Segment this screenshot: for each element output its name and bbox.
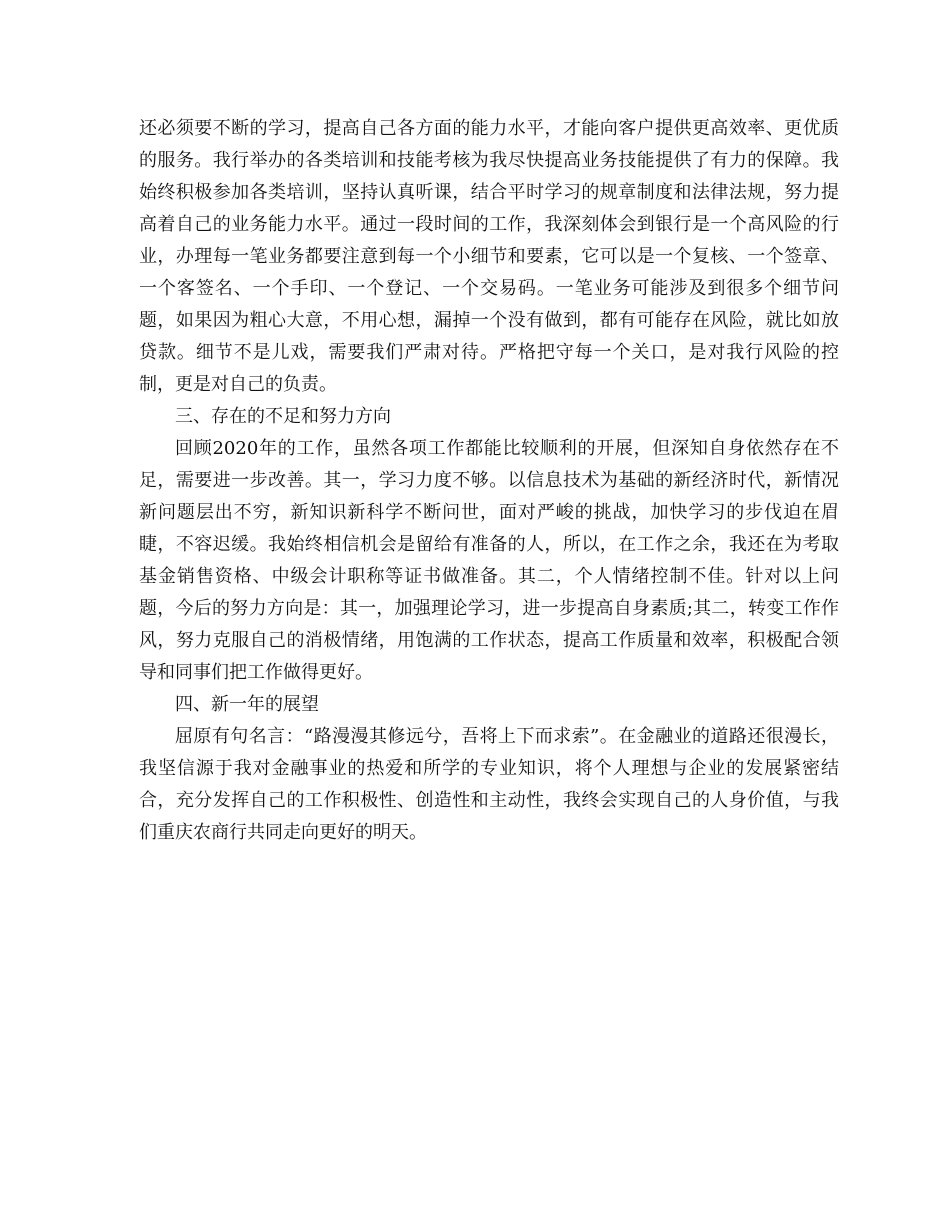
paragraph-continued-learning: 还必须要不断的学习，提高自己各方面的能力水平，才能向客户提供更高效率、更优质的服务。我行举办的各类培训和技能考核为我尽快提高业务技能提供了有力的保障。我始终积极参加各类培训，坚持认真听课，结合平时学习的规章制度和法律法规，努力提高着自己的业务能力水平。通过一段时间的工作，我深刻体会到银行是一个高风险的行业，办理每一笔业务都要注意到每一个小细节和要素，它可以是一个复核、一个签章、一个客签名、一个手印、一个登记、一个交易码。一笔业务可能涉及到很多个细节问题，如果因为粗心大意，不用心想，漏掉一个没有做到，都有可能存在风险，就比如放贷款。细节不是儿戏，需要我们严肃对待。严格把守每一个关口，是对我行风险的控制，更是对自己的负责。 — [139, 118, 839, 395]
paragraph-outlook: 屈原有句名言：“路漫漫其修远兮，吾将上下而求索”。在金融业的道路还很漫长，我坚信源于我对金融事业的热爱和所学的专业知识，将个人理想与企业的发展紧密结合，充分发挥自己的工作积极性、创造性和主动性，我终会实现自己的人身价值，与我们重庆农商行共同走向更好的明天。 — [139, 726, 839, 843]
section-heading-shortcomings: 三、存在的不足和努力方向 — [175, 406, 391, 427]
document-body — [139, 113, 839, 849]
section-heading-outlook: 四、新一年的展望 — [175, 694, 319, 715]
paragraph-review-2020: 回顾2020年的工作，虽然各项工作都能比较顺利的开展，但深知自身依然存在不足，需要进一步改善。其一，学习力度不够。以信息技术为基础的新经济时代，新情况新问题层出不穷，新知识新科学不断问世，面对严峻的挑战，加快学习的步伐迫在眉睫，不容迟缓。我始终相信机会是留给有准备的人，所以，在工作之余，我还在为考取基金销售资格、中级会计职称等证书做准备。其二，个人情绪控制不佳。针对以上问题，今后的努力方向是：其一，加强理论学习，进一步提高自身素质;其二，转变工作作风，努力克服自己的消极情绪，用饱满的工作状态，提高工作质量和效率，积极配合领导和同事们把工作做得更好。 — [139, 438, 839, 683]
